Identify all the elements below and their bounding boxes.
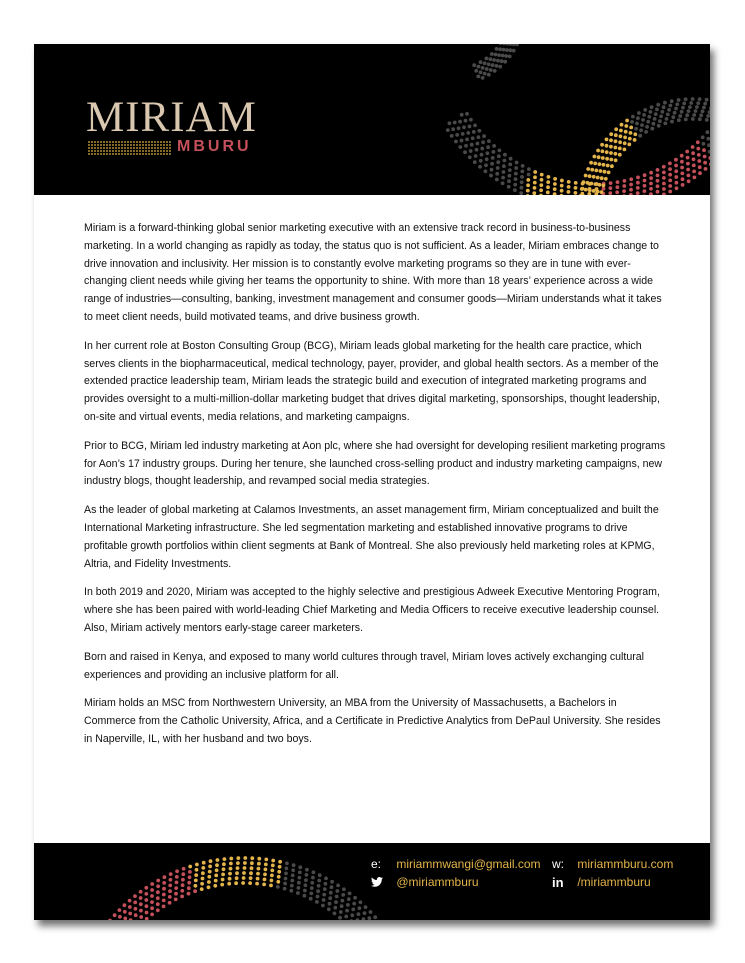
email-contact: [371, 858, 541, 870]
email-link[interactable]: miriammwangi@gmail.com: [396, 857, 541, 871]
web-contact: [552, 858, 673, 870]
logo-last-name: MBURU: [177, 138, 252, 155]
logo-dot-pattern: [87, 140, 173, 156]
bio-text: [84, 220, 669, 760]
linkedin-icon: in: [552, 875, 564, 891]
linkedin-link[interactable]: /miriammburu: [577, 875, 651, 889]
bio-paragraph: Miriam holds an MSC from Northwestern University, an MBA from the University of Massachusetts, a Bachelors in Commerce from the Catholic University, Africa, and a Certificate in Predictive Analytics from DePaul University. She resides in Naperville, IL, with her husband and two boys.: [84, 697, 661, 745]
bio-paragraph: In her current role at Boston Consulting Group (BCG), Miriam leads global marketing for the health care practice, which serves clients in the biopharmaceutical, medical technology, payer, provider, and global health sectors. As a member of the extended practice leadership team, Miriam leads the strategic build and execution of integrated marketing programs and provides oversight to a multi-million-dollar marketing budget that drives digital marketing, sponsorships, thought leadership, on-site and virtual events, media relations, and marketing campaigns.: [84, 339, 660, 423]
document-page: [34, 44, 710, 920]
header-banner: [34, 44, 710, 195]
bio-paragraph: As the leader of global marketing at Calamos Investments, an asset management firm, Miriam conceptualized and built the International Marketing infrastructure. She led segmentation marketing and established innovative programs to drive profitable growth portfolios within client segments at Bank of Montreal. She also previously held marketing roles at KPMG, Altria, and Fidelity Investments.: [84, 504, 659, 570]
email-label: e:: [371, 857, 382, 871]
bio-paragraph: Miriam is a forward-thinking global senior marketing executive with an extensive track record in business-to-business marketing. In a world changing as rapidly as today, the status quo is not sufficient. As a leader, Miriam embraces change to drive innovation and inclusivity. Her mission is to constantly evolve marketing programs so they are in tune with ever-changing client needs while giving her teams the opportunity to shine. With more than 18 years’ experience across a wide range of industries—consulting, banking, investment management and consumer goods—Miriam understands what it takes to meet client needs, build motivated teams, and drive business growth.: [84, 222, 662, 323]
footer-banner: [34, 843, 710, 920]
bio-paragraph: In both 2019 and 2020, Miriam was accepted to the highly selective and prestigious Adweek Executive Mentoring Program, where she has been paired with world-leading Chief Marketing and Media Officers to receive executive leadership counsel. Also, Miriam actively mentors early-stage career marketers.: [84, 586, 660, 634]
bio-paragraph: Prior to BCG, Miriam led industry marketing at Aon plc, where she had oversight for developing resilient marketing programs for Aon’s 17 industry groups. During her tenure, she launched cross-selling product and industry marketing campaigns, new industry blogs, thought leadership, and revamped social media strategies.: [84, 439, 666, 488]
bio-paragraph: Born and raised in Kenya, and exposed to many world cultures through travel, Miriam loves actively exchanging cultural experiences and providing an inclusive platform for all.: [84, 650, 644, 681]
twitter-link[interactable]: @miriammburu: [396, 875, 479, 889]
logo-first-name: MIRIAM: [86, 94, 257, 141]
twitter-icon: [371, 877, 393, 889]
web-link[interactable]: miriammburu.com: [577, 857, 674, 871]
linkedin-contact: [552, 876, 651, 889]
twitter-contact: [371, 876, 479, 889]
web-label: w:: [552, 857, 564, 871]
